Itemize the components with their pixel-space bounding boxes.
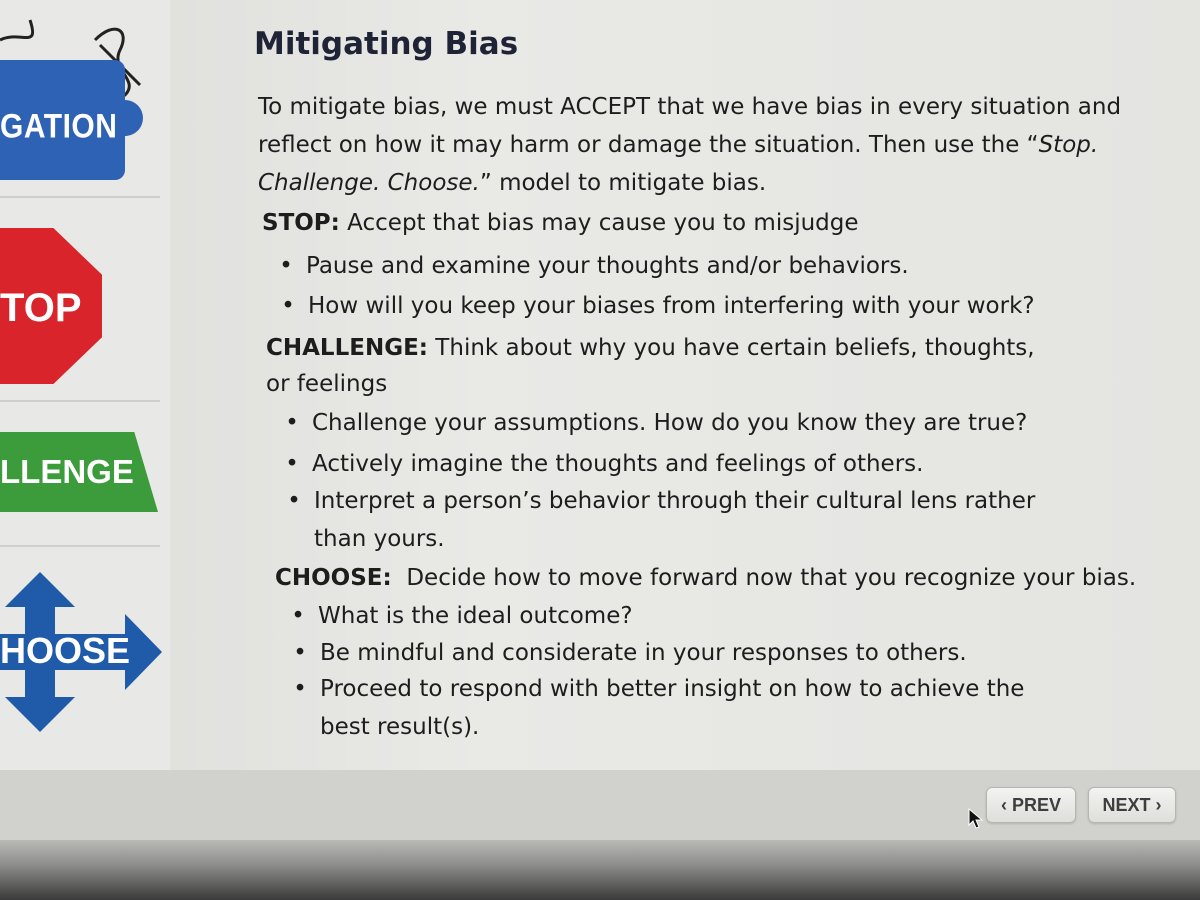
screen-bezel — [0, 840, 1200, 900]
list-item-text: than yours. — [314, 526, 445, 552]
intro-italic: Challenge. Choose. — [258, 170, 480, 196]
intro-line: ” model to mitigate bias. — [479, 170, 767, 196]
next-button[interactable]: NEXT › — [1088, 787, 1176, 823]
bullet-dot: • — [285, 451, 299, 477]
choose-label: CHOOSE: — [275, 565, 392, 591]
choose-text: Decide how to move forward now that you recognize your bias. — [391, 565, 1137, 591]
intro-line: To mitigate bias, we must ACCEPT that we have bias in every situation and — [258, 94, 1122, 120]
stop-text: Accept that bias may cause you to misjudge — [339, 210, 859, 236]
strip-divider — [0, 400, 160, 402]
challenge-text: or feelings — [266, 371, 388, 397]
stop-sign-label: TOP — [0, 286, 82, 330]
puzzle-label: GATION — [0, 107, 118, 146]
intro-italic: Stop. — [1038, 132, 1099, 158]
bullet-dot: • — [281, 293, 295, 319]
choose-arrows-label: HOOSE — [0, 630, 131, 671]
strip-divider — [0, 196, 160, 198]
stop-heading — [262, 205, 859, 241]
list-item — [281, 287, 1035, 325]
bullet-dot: • — [279, 253, 293, 279]
challenge-sign-label: LLENGE — [0, 453, 134, 490]
intro-paragraph — [258, 88, 1173, 202]
bullet-dot: • — [287, 488, 301, 514]
list-item-text: best result(s). — [320, 714, 480, 740]
illustration-strip — [0, 0, 170, 770]
challenge-text: Think about why you have certain beliefs, thoughts, — [428, 335, 1035, 361]
prev-button[interactable]: ‹ PREV — [986, 787, 1076, 823]
list-item — [293, 634, 967, 672]
bullet-dot: • — [291, 603, 305, 629]
bullet-dot: • — [293, 676, 307, 702]
challenge-label: CHALLENGE: — [266, 335, 428, 361]
bullet-dot: • — [285, 410, 299, 436]
list-item-text: Actively imagine the thoughts and feelings of others. — [312, 451, 924, 477]
list-item-text: Challenge your assumptions. How do you know they are true? — [312, 410, 1028, 436]
list-item — [285, 445, 924, 483]
strip-divider — [0, 545, 160, 547]
challenge-heading — [266, 330, 1035, 402]
list-item-text: Pause and examine your thoughts and/or behaviors. — [306, 253, 909, 279]
list-item — [279, 247, 909, 285]
list-item — [285, 404, 1028, 442]
intro-line: reflect on how it may harm or damage the situation. Then use the “ — [258, 132, 1039, 158]
list-item-text: Interpret a person’s behavior through their cultural lens rather — [314, 488, 1036, 514]
list-item-text: How will you keep your biases from interfering with your work? — [308, 293, 1035, 319]
page-title: Mitigating Bias — [254, 26, 519, 62]
list-item-text: Proceed to respond with better insight on how to achieve the — [320, 676, 1025, 702]
choose-heading — [275, 560, 1136, 596]
list-item-text: Be mindful and considerate in your responses to others. — [320, 640, 967, 666]
bullet-dot: • — [293, 640, 307, 666]
stop-label: STOP: — [262, 210, 340, 236]
list-item — [291, 597, 633, 635]
list-item — [287, 482, 1036, 558]
mouse-cursor-icon — [968, 808, 984, 830]
list-item-text: What is the ideal outcome? — [318, 603, 633, 629]
list-item — [293, 670, 1025, 746]
